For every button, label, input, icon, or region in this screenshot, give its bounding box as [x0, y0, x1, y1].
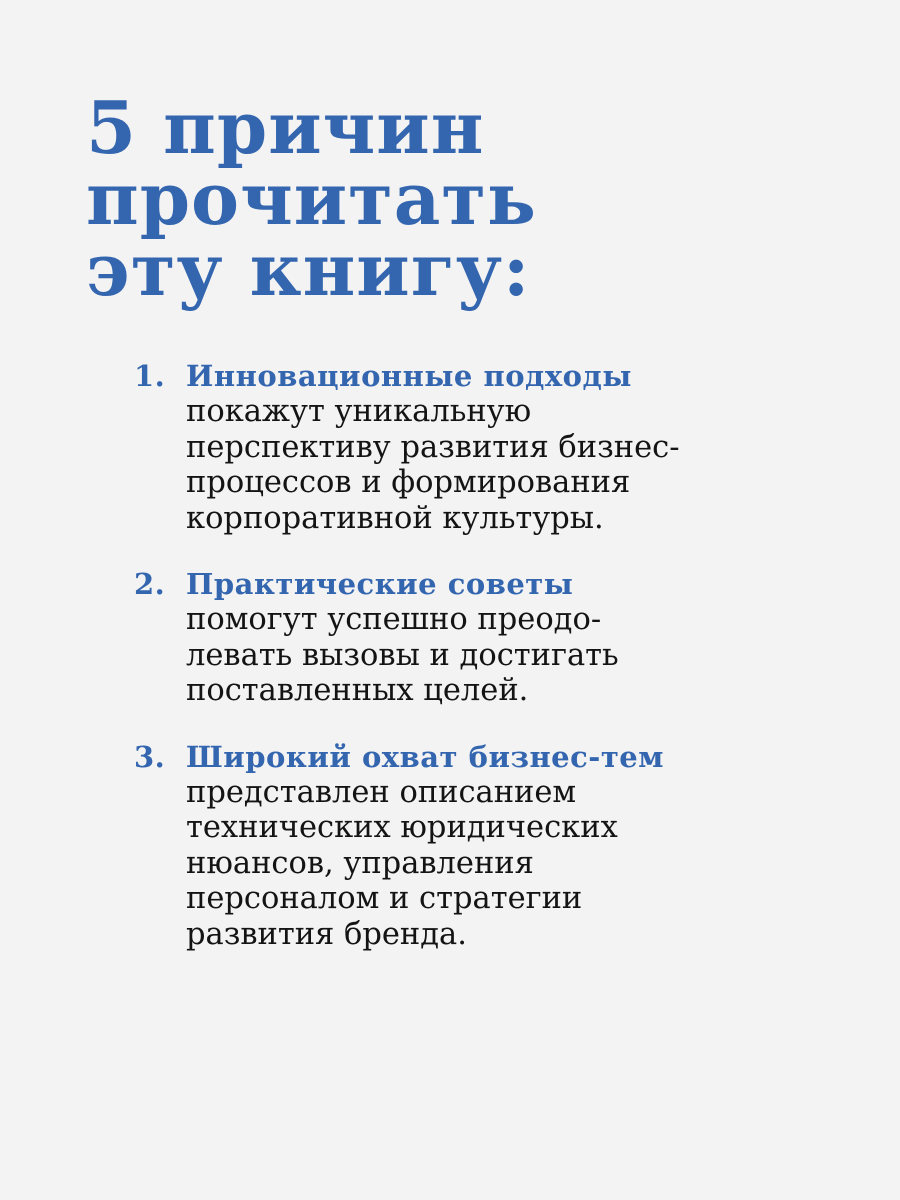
reasons-list: [134, 358, 834, 982]
reason-text-line: развития бренда.: [186, 916, 467, 952]
reason-text-line: помогут успешно преодо-: [186, 602, 602, 637]
reason-text-line: покажут уникальную: [186, 394, 532, 429]
reason-text-line: нюансов, управления: [186, 845, 534, 881]
reason-number: 1.: [134, 359, 166, 393]
reason-text-line: корпоративной культуры.: [186, 500, 604, 536]
reason-number: 2.: [134, 567, 166, 601]
reason-text: [186, 394, 834, 536]
reason-text-line: поставленных целей.: [186, 673, 529, 708]
headline-line: 5 причин: [86, 85, 485, 170]
reason-text: [186, 602, 834, 709]
headline: [86, 85, 846, 312]
reason-item-1: [134, 358, 834, 536]
reason-text-line: технических юридических: [186, 810, 618, 845]
reason-title: Широкий охват бизнес-тем: [186, 739, 664, 774]
reason-item-2: [134, 566, 834, 709]
reason-title: Практические советы: [186, 567, 574, 601]
reason-text-line: левать вызовы и достигать: [186, 637, 619, 673]
reason-item-3: [134, 739, 834, 953]
headline-line: эту книгу:: [86, 227, 531, 312]
reason-text-line: процессов и формирования: [186, 465, 631, 500]
reason-title: Инновационные подходы: [186, 359, 632, 393]
reason-text: [186, 775, 834, 953]
reason-text-line: перспективу развития бизнес-: [186, 429, 680, 465]
reason-text-line: персоналом и стратегии: [186, 881, 583, 916]
headline-line: прочитать: [86, 156, 537, 241]
reason-number: 3.: [134, 739, 166, 774]
reason-text-line: представлен описанием: [186, 774, 577, 810]
